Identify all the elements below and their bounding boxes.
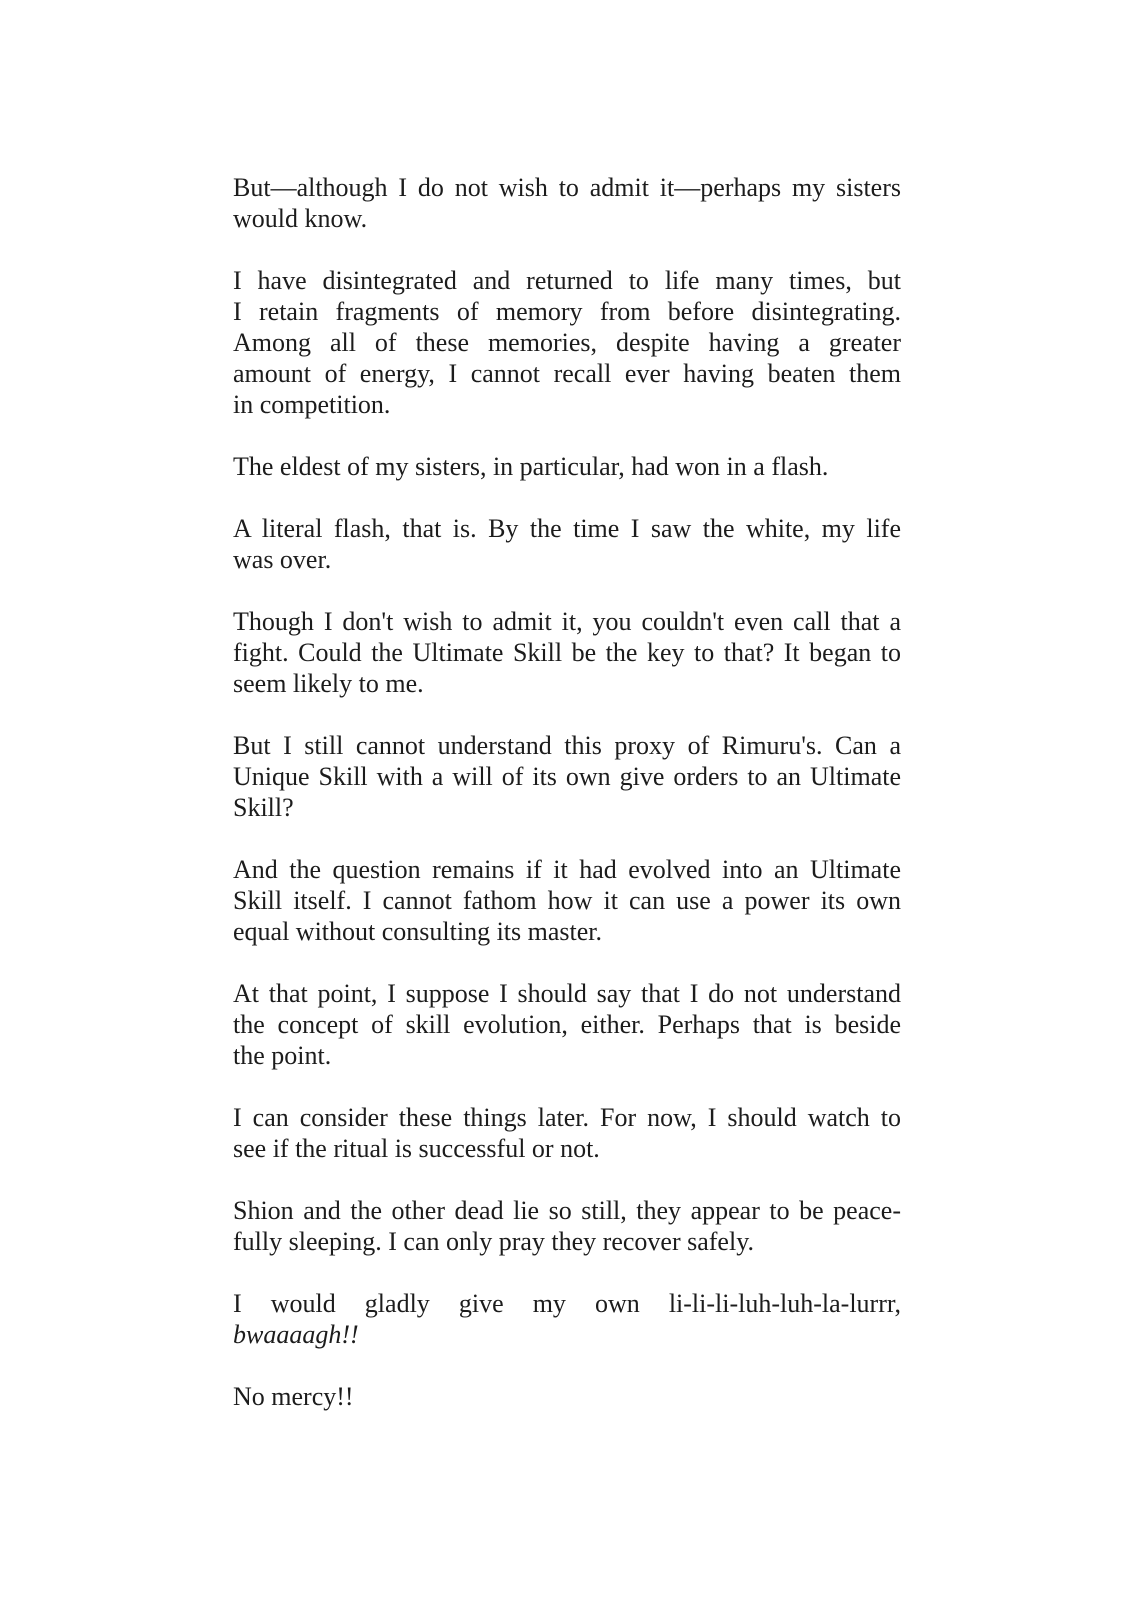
text-line: Though I don't wish to admit it, you couldn't even call that a xyxy=(233,607,901,636)
text-line: the point. xyxy=(233,1041,332,1070)
text-line: the concept of skill evolution, either. Perhaps that is beside xyxy=(233,1010,901,1039)
text-line: Among all of these memories, despite having a greater xyxy=(233,328,901,357)
text-line: Unique Skill with a will of its own give orders to an Ultimate xyxy=(233,762,901,791)
page-text xyxy=(233,172,901,1412)
text-line: in competition. xyxy=(233,390,391,419)
text-line: No mercy!! xyxy=(233,1382,354,1411)
paragraph xyxy=(233,730,901,823)
text-line: fully sleeping. I can only pray they recover safely. xyxy=(233,1227,755,1256)
text-line: I have disintegrated and returned to life many times, but xyxy=(233,266,901,295)
text-line: Skill itself. I cannot fathom how it can use a power its own xyxy=(233,886,901,915)
text-line: A literal flash, that is. By the time I saw the white, my life xyxy=(233,514,901,543)
text-line: But—although I do not wish to admit it—perhaps my sisters xyxy=(233,173,901,202)
text-line: seem likely to me. xyxy=(233,669,424,698)
text-line: I can consider these things later. For now, I should watch to xyxy=(233,1103,901,1132)
text-line: would know. xyxy=(233,204,368,233)
paragraph xyxy=(233,606,901,699)
paragraph xyxy=(233,854,901,947)
text-line: see if the ritual is successful or not. xyxy=(233,1134,600,1163)
text-line: was over. xyxy=(233,545,332,574)
paragraph xyxy=(233,978,901,1071)
text-line: Shion and the other dead lie so still, they appear to be peace- xyxy=(233,1196,901,1225)
paragraph xyxy=(233,513,901,575)
text-line: I would gladly give my own li-li-li-luh-luh-la-lurrr, xyxy=(233,1289,901,1318)
text-line: equal without consulting its master. xyxy=(233,917,603,946)
text-line: But I still cannot understand this proxy of Rimuru's. Can a xyxy=(233,731,901,760)
text-line: The eldest of my sisters, in particular, had won in a flash. xyxy=(233,452,829,481)
text-line: fight. Could the Ultimate Skill be the key to that? It began to xyxy=(233,638,901,667)
paragraph xyxy=(233,1381,901,1412)
text-line: I retain fragments of memory from before disintegrating. xyxy=(233,297,901,326)
paragraph xyxy=(233,451,901,482)
text-line: And the question remains if it had evolved into an Ultimate xyxy=(233,855,901,884)
paragraph xyxy=(233,172,901,234)
paragraph xyxy=(233,1288,901,1350)
text-line: amount of energy, I cannot recall ever having beaten them xyxy=(233,359,901,388)
text-line: At that point, I suppose I should say that I do not understand xyxy=(233,979,901,1008)
paragraph xyxy=(233,1102,901,1164)
paragraph xyxy=(233,265,901,420)
text-line: Skill? xyxy=(233,793,294,822)
text-line: bwaaaagh!! xyxy=(233,1320,359,1349)
paragraph xyxy=(233,1195,901,1257)
